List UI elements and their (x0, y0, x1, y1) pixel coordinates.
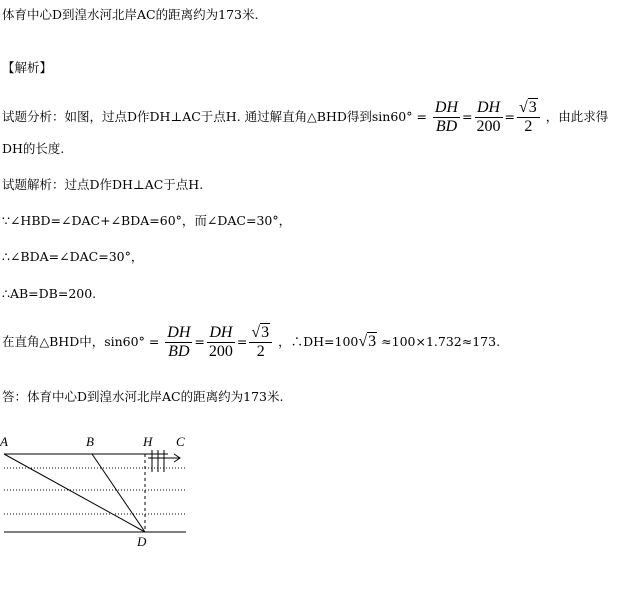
equals-sign: = (194, 334, 205, 349)
frac-denominator: 2 (256, 343, 265, 360)
line-ad (4, 454, 145, 532)
section-header: 【解析】 (2, 60, 53, 75)
equals-sign: = (236, 334, 248, 349)
solution-step2: ∴∠BDA=∠DAC=30°， (2, 249, 144, 264)
label-b: B (86, 434, 94, 449)
solution-step4 (2, 322, 500, 362)
fraction-sqrt3-2 (517, 99, 540, 136)
frac-denominator: 200 (476, 118, 501, 135)
equals-sign: = (462, 109, 473, 124)
solution-step3: ∴AB=DB=200. (2, 286, 97, 301)
analysis-suffix: ，由此求得 (545, 109, 609, 124)
answer-top: 体育中心D到湟水河北岸AC的距离约为173米. (2, 7, 259, 22)
fraction-dh-bd (433, 99, 460, 136)
frac-numerator: DH (475, 99, 503, 118)
step4-mid: ，∴DH=100 (278, 334, 359, 349)
frac-denominator: BD (435, 118, 458, 135)
frac-numerator: DH (207, 324, 235, 343)
analysis-line (2, 97, 608, 137)
frac-denominator: 200 (208, 343, 233, 360)
analysis-prefix: 试题分析：如图，过点D作DH⊥AC于点H. 通过解直角△BHD得到sin60° = (2, 109, 427, 124)
solution-intro: 试题解析：过点D作DH⊥AC于点H. (2, 177, 204, 192)
frac-numerator: DH (167, 324, 191, 341)
sqrt-symbol: √3 (358, 333, 377, 350)
fraction-dh-200 (475, 99, 503, 136)
fraction-sqrt3-2 (249, 324, 272, 361)
geometry-figure (0, 428, 200, 553)
frac-numerator: DH (434, 99, 459, 116)
equals-sign: = (504, 109, 515, 124)
fraction-dh-bd (165, 324, 192, 361)
label-c: C (176, 434, 185, 449)
sqrt-symbol: √3 (519, 99, 537, 116)
label-h: H (143, 434, 153, 449)
label-d: D (137, 534, 147, 549)
sqrt-symbol: √3 (251, 324, 270, 341)
analysis-line2: DH的长度. (2, 141, 65, 156)
frac-numerator (517, 99, 540, 118)
frac-denominator: 2 (524, 118, 533, 135)
step4-prefix: 在直角△BHD中，sin60° = (2, 334, 160, 349)
frac-denominator: BD (168, 343, 190, 360)
answer-bottom: 答：体育中心D到湟水河北岸AC的距离约为173米. (2, 389, 284, 404)
fraction-dh-200 (207, 324, 235, 361)
label-a: A (0, 434, 8, 449)
line-bd (92, 454, 145, 532)
step4-suffix: ≈100×1.732≈173. (381, 334, 501, 349)
frac-numerator (249, 324, 272, 343)
solution-step1: ∵∠HBD=∠DAC+∠BDA=60°，而∠DAC=30°， (2, 213, 292, 228)
